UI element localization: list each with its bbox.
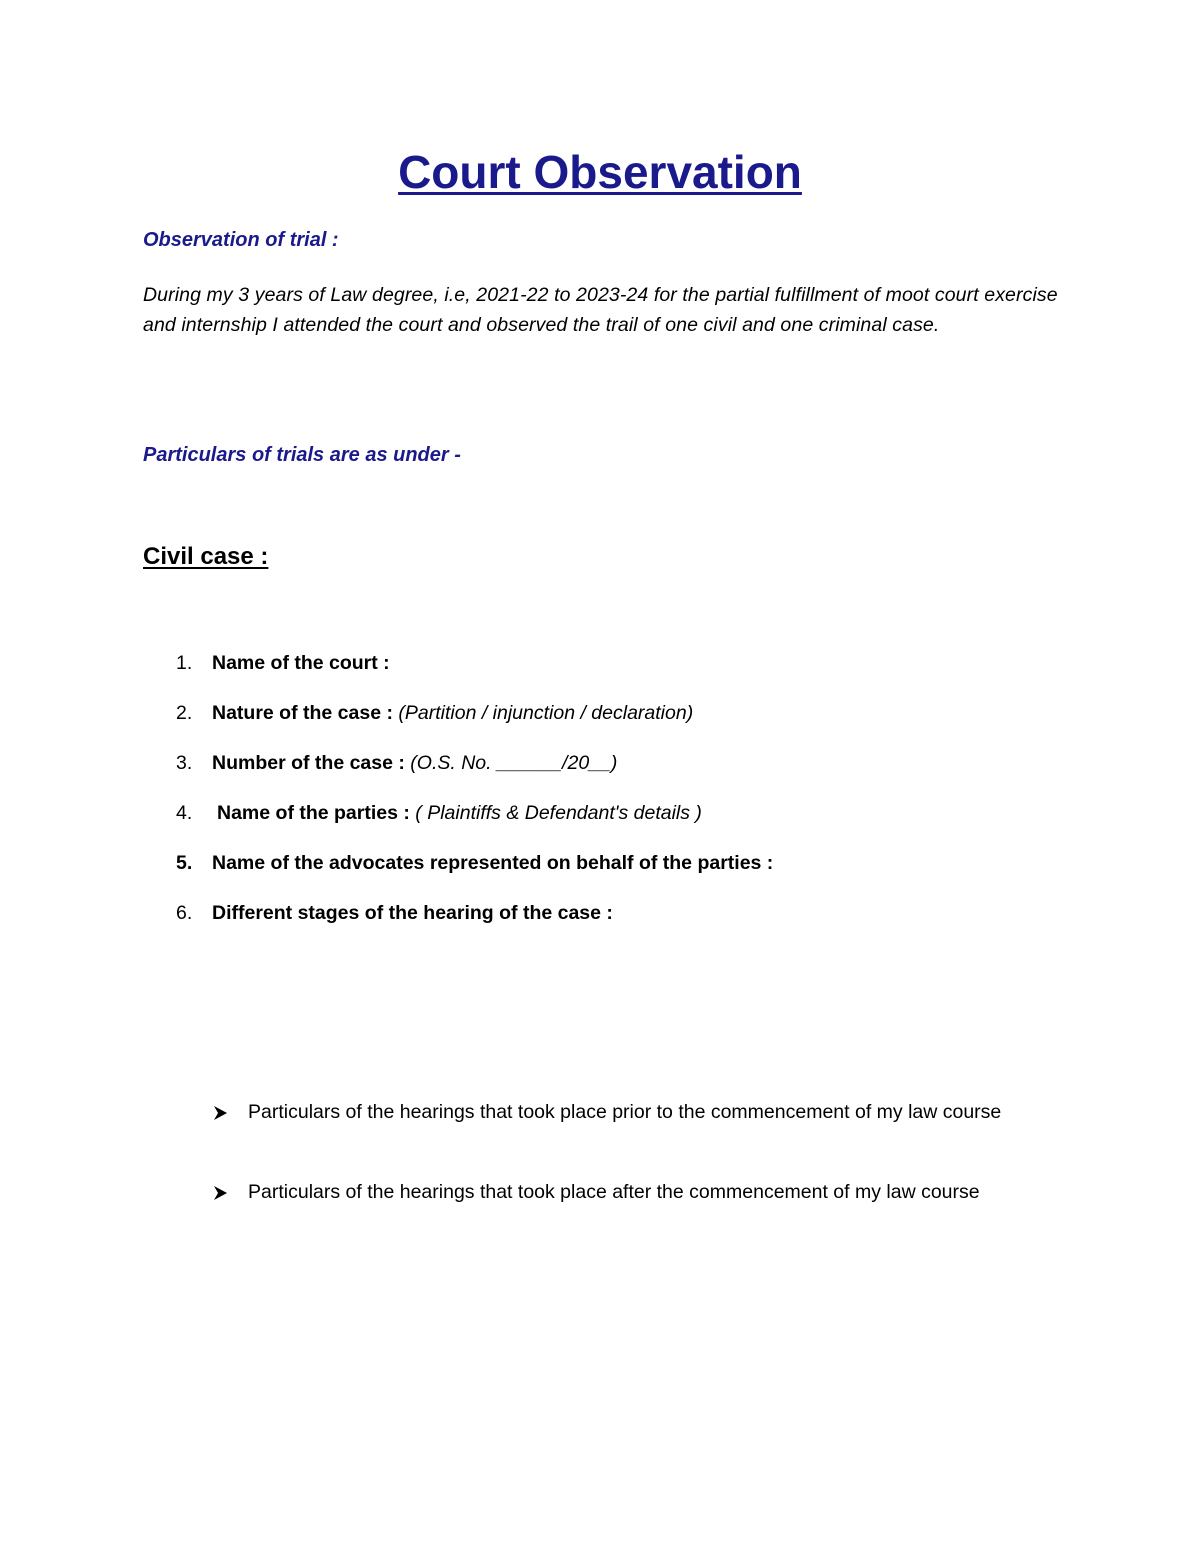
list-item-text: [212, 848, 773, 878]
list-item-label: Different stages of the hearing of the case :: [212, 902, 613, 924]
list-item-detail: (O.S. No. ______/20__): [404, 752, 618, 774]
list-item-label: Name of the parties :: [217, 802, 410, 824]
list-item-number: 1.: [176, 652, 193, 674]
list-item-detail: ( Plaintiffs & Defendant's details ): [409, 802, 702, 824]
list-item-label: Name of the court :: [212, 652, 390, 674]
page-title: [0, 140, 1200, 204]
list-item-label: Number of the case :: [212, 752, 405, 774]
list-item-number: 6.: [176, 902, 193, 924]
bullet-text: Particulars of the hearings that took place after the commencement of my law course: [248, 1181, 980, 1203]
particulars-heading: Particulars of trials are as under -: [143, 444, 461, 466]
intro-paragraph: During my 3 years of Law degree, i.e, 2021-22 to 2023-24 for the partial fulfillment of moot court exercise and internship I attended the court and observed the trail of one civil and one criminal case.: [143, 284, 1058, 336]
list-item-label: Nature of the case :: [212, 702, 393, 724]
list-item-text: [212, 898, 613, 928]
list-item: [0, 848, 1200, 898]
list-item-number: 3.: [176, 752, 193, 774]
list-item: [0, 798, 1200, 848]
observation-of-trial-heading: Observation of trial :: [143, 229, 339, 251]
list-item-text: [212, 648, 390, 678]
list-item-label: Name of the advocates represented on behalf of the parties :: [212, 852, 774, 874]
list-item-number: 4.: [176, 802, 193, 824]
list-item-text: [212, 698, 693, 728]
bullet-text: Particulars of the hearings that took place prior to the commencement of my law course: [248, 1101, 1002, 1123]
list-item-detail: (Partition / injunction / declaration): [392, 702, 694, 724]
list-item: [0, 748, 1200, 798]
list-item-number: 5.: [176, 852, 193, 874]
list-item: [0, 698, 1200, 748]
list-item: [0, 898, 1200, 948]
civil-case-heading: Civil case :: [143, 543, 269, 570]
list-item-text: [217, 798, 702, 828]
list-item-number: 2.: [176, 702, 193, 724]
arrowhead-bullet-icon: [212, 1185, 228, 1201]
hearing-bullet-list: [0, 1097, 1200, 1257]
list-item-text: [212, 748, 617, 778]
list-item: [0, 648, 1200, 698]
list-item: [0, 1097, 1200, 1177]
arrowhead-bullet-icon: [212, 1105, 228, 1121]
list-item: [0, 1177, 1200, 1257]
civil-case-list: [0, 648, 1200, 948]
page-title-text: Court Observation: [398, 146, 802, 198]
